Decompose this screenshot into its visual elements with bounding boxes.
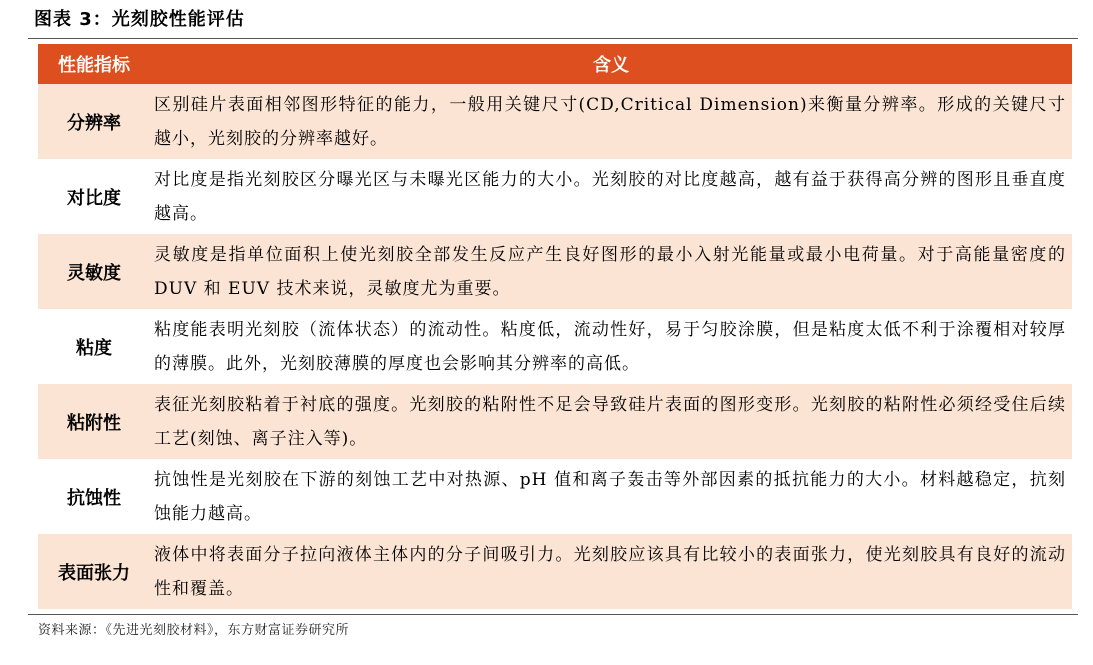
metric-cell: 灵敏度: [38, 234, 150, 309]
table-row: [38, 159, 1072, 234]
table-row: [38, 534, 1072, 609]
header-meaning: 含义: [150, 44, 1072, 84]
table-row: [38, 459, 1072, 534]
meaning-cell: 表征光刻胶粘着于衬底的强度。光刻胶的粘附性不足会导致硅片表面的图形变形。光刻胶的粘附性必须经受住后续工艺(刻蚀、离子注入等)。: [150, 384, 1072, 459]
meaning-cell: 灵敏度是指单位面积上使光刻胶全部发生反应产生良好图形的最小入射光能量或最小电荷量。对于高能量密度的 DUV 和 EUV 技术来说，灵敏度尤为重要。: [150, 234, 1072, 309]
performance-table: [38, 44, 1072, 609]
metric-cell: 抗蚀性: [38, 459, 150, 534]
meaning-cell: 粘度能表明光刻胶（流体状态）的流动性。粘度低，流动性好，易于匀胶涂膜，但是粘度太低不利于涂覆相对较厚的薄膜。此外，光刻胶薄膜的厚度也会影响其分辨率的高低。: [150, 309, 1072, 384]
bottom-divider: [28, 614, 1078, 615]
metric-cell: 粘附性: [38, 384, 150, 459]
meaning-cell: 抗蚀性是光刻胶在下游的刻蚀工艺中对热源、pH 值和离子轰击等外部因素的抵抗能力的大小。材料越稳定，抗刻蚀能力越高。: [150, 459, 1072, 534]
meaning-cell: 液体中将表面分子拉向液体主体内的分子间吸引力。光刻胶应该具有比较小的表面张力，使光刻胶具有良好的流动性和覆盖。: [150, 534, 1072, 609]
table-row: [38, 309, 1072, 384]
table-row: [38, 384, 1072, 459]
table-row: [38, 84, 1072, 159]
meaning-cell: 对比度是指光刻胶区分曝光区与未曝光区能力的大小。光刻胶的对比度越高，越有益于获得高分辨的图形且垂直度越高。: [150, 159, 1072, 234]
table-row: [38, 234, 1072, 309]
figure-title: 图表 3：光刻胶性能评估: [34, 9, 245, 30]
metric-cell: 粘度: [38, 309, 150, 384]
table-header-row: [38, 44, 1072, 84]
header-metric: 性能指标: [38, 44, 150, 84]
meaning-cell: 区别硅片表面相邻图形特征的能力，一般用关键尺寸(CD,Critical Dimension)来衡量分辨率。形成的关键尺寸越小，光刻胶的分辨率越好。: [150, 84, 1072, 159]
metric-cell: 对比度: [38, 159, 150, 234]
source-note: 资料来源：《先进光刻胶材料》，东方财富证券研究所: [38, 623, 350, 638]
title-divider: [28, 38, 1078, 39]
metric-cell: 表面张力: [38, 534, 150, 609]
metric-cell: 分辨率: [38, 84, 150, 159]
